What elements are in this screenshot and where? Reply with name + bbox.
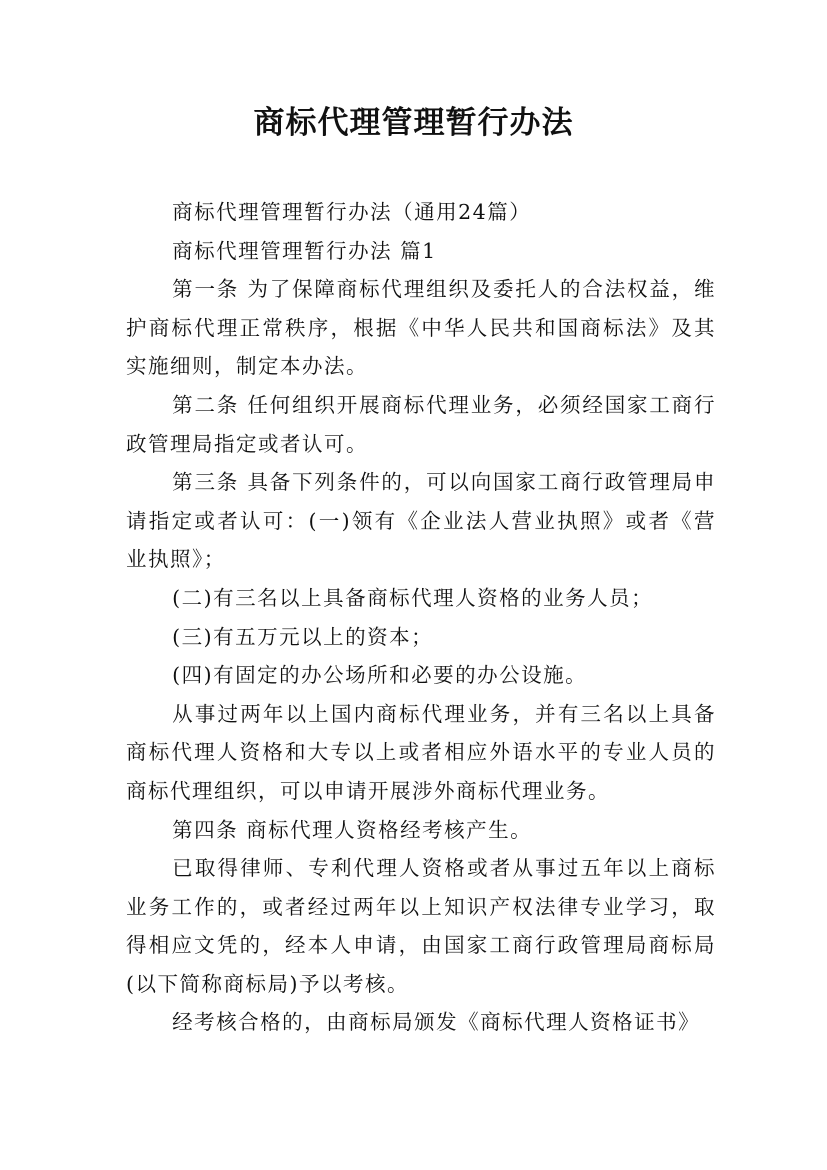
- paragraph-foreign-agency: 从事过两年以上国内商标代理业务，并有三名以上具备商标代理人资格和大专以上或者相应外语水平的专业人员的商标代理组织，可以申请开展涉外商标代理业务。: [126, 701, 716, 803]
- paragraph-article-4: 第四条 商标代理人资格经考核产生。: [172, 817, 533, 842]
- paragraph-article-2: 第二条 任何组织开展商标代理业务，必须经国家工商行政管理局指定或者认可。: [126, 392, 716, 456]
- paragraph-article-1: 第一条 为了保障商标代理组织及委托人的合法权益，维护商标代理正常秩序，根据《中华人民共和国商标法》及其实施细则，制定本办法。: [126, 277, 716, 379]
- document-body: [126, 193, 716, 1042]
- paragraph-certificate: 经考核合格的，由商标局颁发《商标代理人资格证书》: [172, 1010, 701, 1035]
- paragraph-qualification: 已取得律师、专利代理人资格或者从事过五年以上商标业务工作的，或者经过两年以上知识产权法律专业学习，取得相应文凭的，经本人申请，由国家工商行政管理局商标局(以下简称商标局)予以考核。: [126, 856, 716, 996]
- paragraph-section-heading: 商标代理管理暂行办法 篇1: [172, 238, 437, 263]
- paragraph-collection-title: 商标代理管理暂行办法（通用24篇）: [172, 200, 532, 224]
- paragraph-condition-2: (二)有三名以上具备商标代理人资格的业务人员；: [172, 585, 654, 610]
- paragraph-article-3: 第三条 具备下列条件的，可以向国家工商行政管理局申请指定或者认可：(一)领有《企业法人营业执照》或者《营业执照》；: [126, 470, 716, 572]
- paragraph-condition-4: (四)有固定的办公场所和必要的办公设施。: [172, 663, 588, 688]
- paragraph-condition-3: (三)有五万元以上的资本；: [172, 624, 434, 649]
- document-title: 商标代理管理暂行办法: [253, 105, 574, 141]
